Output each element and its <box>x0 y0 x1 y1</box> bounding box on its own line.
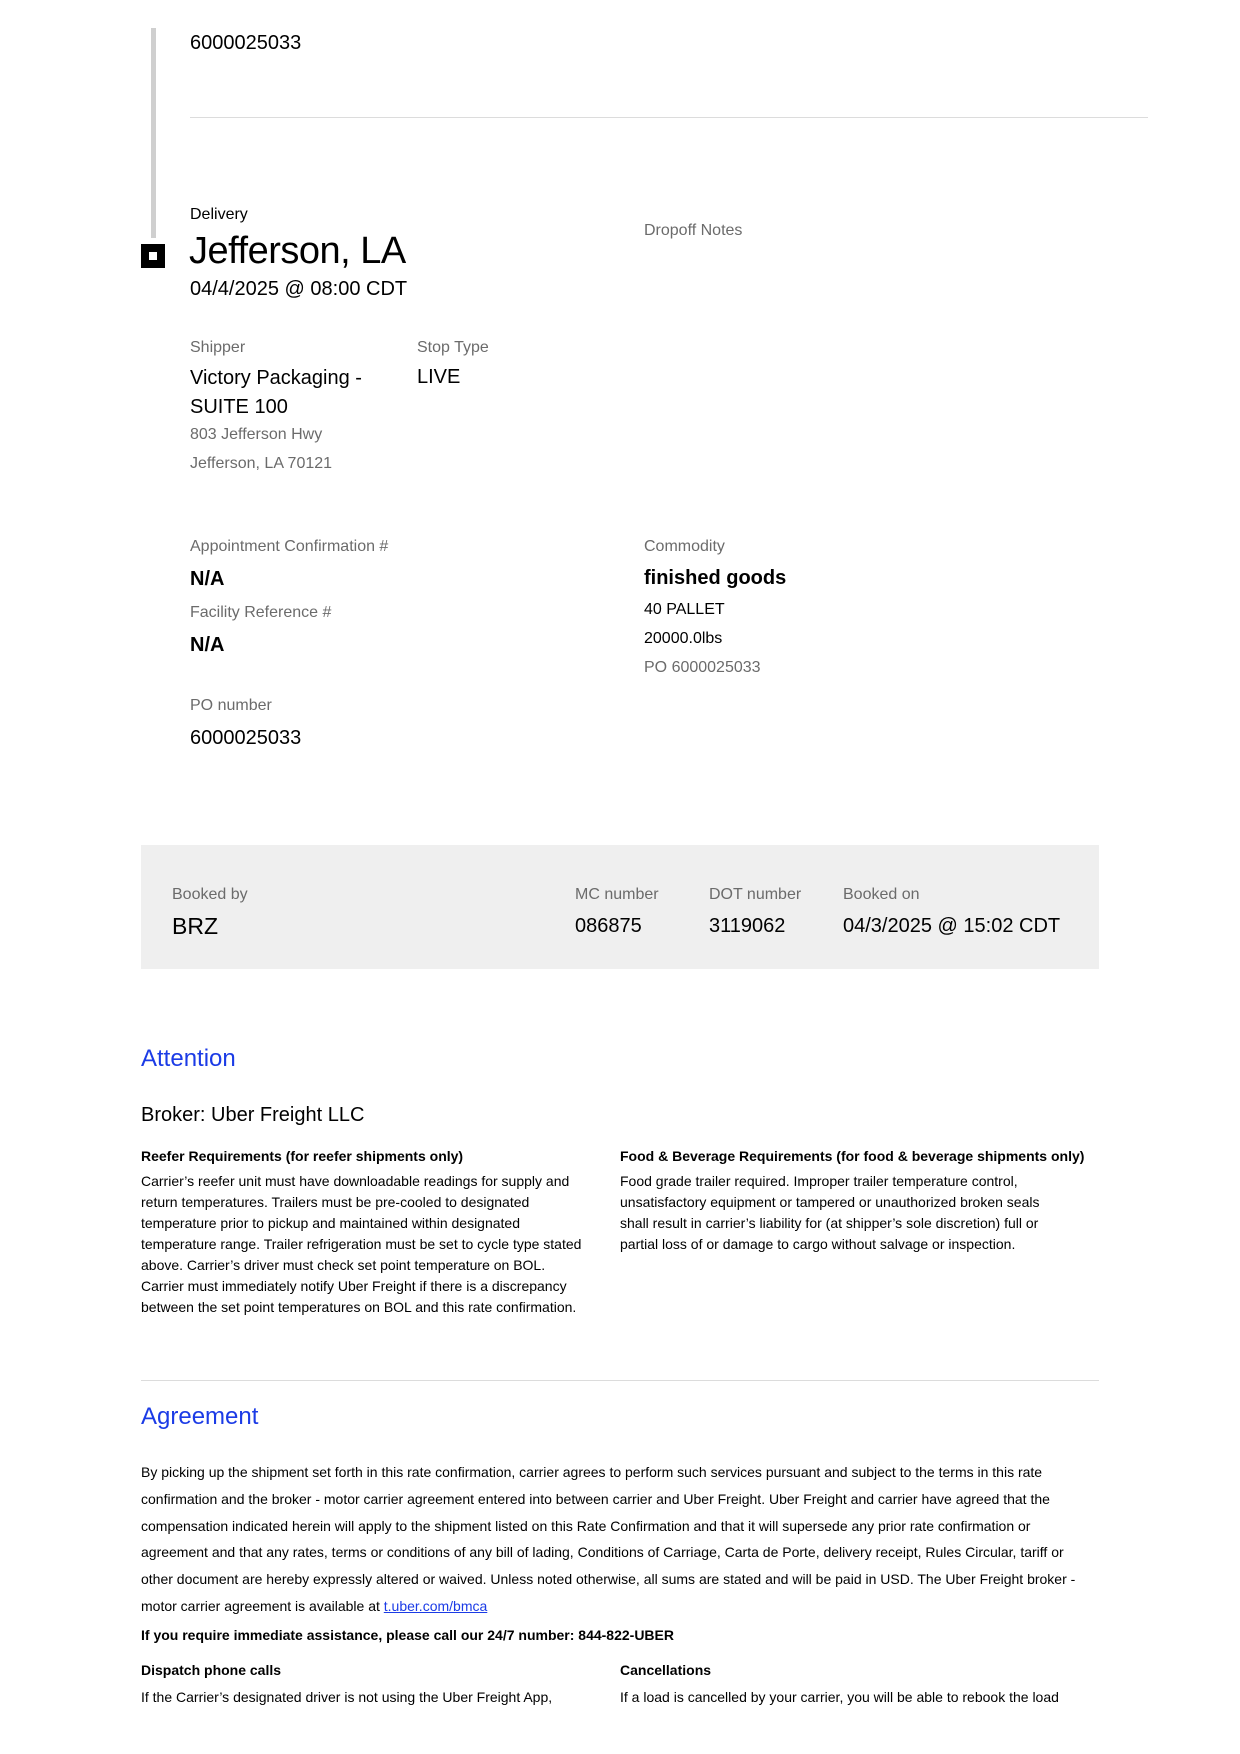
cancellations-title: Cancellations <box>620 1662 712 1678</box>
top-reference-number: 6000025033 <box>190 32 302 54</box>
facility-reference-label: Facility Reference # <box>190 604 332 621</box>
shipper-label: Shipper <box>190 339 246 356</box>
po-number-value: 6000025033 <box>190 727 302 749</box>
dot-number-label: DOT number <box>709 886 802 903</box>
shipper-address-line1: 803 Jefferson Hwy <box>190 426 323 443</box>
stop-type-value: LIVE <box>417 366 461 388</box>
stop-type-heading: Delivery <box>190 206 248 223</box>
reefer-requirements-text: Carrier’s reefer unit must have downloadable readings for supply and return temperatures. Trailers must be pre-cooled to designated temperature prior to pickup and maintained within designated temperature range. Trailer refrigeration must be set to cycle type stated above. Carrier’s driver must check set point temperature on BOL. Carrier must immediately notify Uber Freight if there is a discrepancy between the set point temperatures on BOL and this rate confirmation. <box>141 1173 582 1315</box>
dispatch-calls-text: If the Carrier’s designated driver is not using the Uber Freight App, <box>141 1689 553 1705</box>
po-number-label: PO number <box>190 697 272 714</box>
dropoff-notes-label: Dropoff Notes <box>644 222 743 239</box>
timeline-bar <box>151 28 156 238</box>
commodity-label: Commodity <box>644 538 725 555</box>
commodity-quantity: 40 PALLET <box>644 601 725 618</box>
stop-type-label: Stop Type <box>417 339 489 356</box>
agreement-text: By picking up the shipment set forth in this rate confirmation, carrier agrees to perform such services pursuant and subject to the terms in this rate confirmation and the broker - motor carrier agreement entered into between carrier and Uber Freight. Uber Freight and carrier have agreed that the compensation indicated herein will apply to the shipment listed on this Rate Confirmation and that it will supersede any prior rate confirmation or agreement and that any rates, terms or conditions of any bill of lading, Conditions of Carriage, Carta de Porte, delivery receipt, Rules Circular, tariff or other document are hereby expressly altered or waived. Unless noted otherwise, all sums are stated and will be paid in USD. The Uber Freight broker - motor carrier agreement is available at <box>141 1464 1076 1614</box>
dispatch-calls-title: Dispatch phone calls <box>141 1662 282 1678</box>
commodity-weight: 20000.0lbs <box>644 630 723 647</box>
booked-on-value: 04/3/2025 @ 15:02 CDT <box>843 915 1061 937</box>
facility-reference-value: N/A <box>190 634 225 656</box>
shipper-address-line2: Jefferson, LA 70121 <box>190 455 333 472</box>
reefer-requirements-title: Reefer Requirements (for reefer shipments only) <box>141 1148 464 1164</box>
cancellations-text: If a load is cancelled by your carrier, you will be able to rebook the load <box>620 1689 1059 1705</box>
shipper-name: Victory Packaging - SUITE 100 <box>190 367 362 418</box>
attention-heading: Attention <box>141 1045 236 1072</box>
assistance-line: If you require immediate assistance, please call our 24/7 number: 844-822-UBER <box>141 1627 674 1643</box>
food-requirements-text: Food grade trailer required. Improper trailer temperature control, unsatisfactory equipment or tampered or unauthorized broken seals shall result in carrier’s liability for (at shipper’s sole discretion) full or partial loss of or damage to cargo without salvage or inspection. <box>620 1173 1040 1252</box>
delivery-city: Jefferson, LA <box>189 230 406 272</box>
commodity-name: finished goods <box>644 567 787 589</box>
booked-by-value: BRZ <box>172 913 218 939</box>
stop-marker-icon <box>141 244 165 268</box>
dot-number-value: 3119062 <box>709 915 786 937</box>
booked-on-label: Booked on <box>843 886 920 903</box>
mc-number-value: 086875 <box>575 915 642 937</box>
appointment-value: N/A <box>190 568 225 590</box>
booked-by-label: Booked by <box>172 886 248 903</box>
commodity-po: PO 6000025033 <box>644 659 761 676</box>
delivery-datetime: 04/4/2025 @ 08:00 CDT <box>190 278 408 300</box>
divider <box>141 1380 1099 1381</box>
appointment-label: Appointment Confirmation # <box>190 538 389 555</box>
food-requirements-title: Food & Beverage Requirements (for food & beverage shipments only) <box>620 1148 1085 1164</box>
agreement-heading: Agreement <box>141 1403 259 1430</box>
agreement-body <box>141 1459 1093 1620</box>
mc-number-label: MC number <box>575 886 659 903</box>
divider <box>190 117 1148 118</box>
agreement-link[interactable]: t.uber.com/bmca <box>383 1597 488 1614</box>
broker-name: Broker: Uber Freight LLC <box>141 1104 365 1126</box>
booking-panel <box>141 845 1099 969</box>
